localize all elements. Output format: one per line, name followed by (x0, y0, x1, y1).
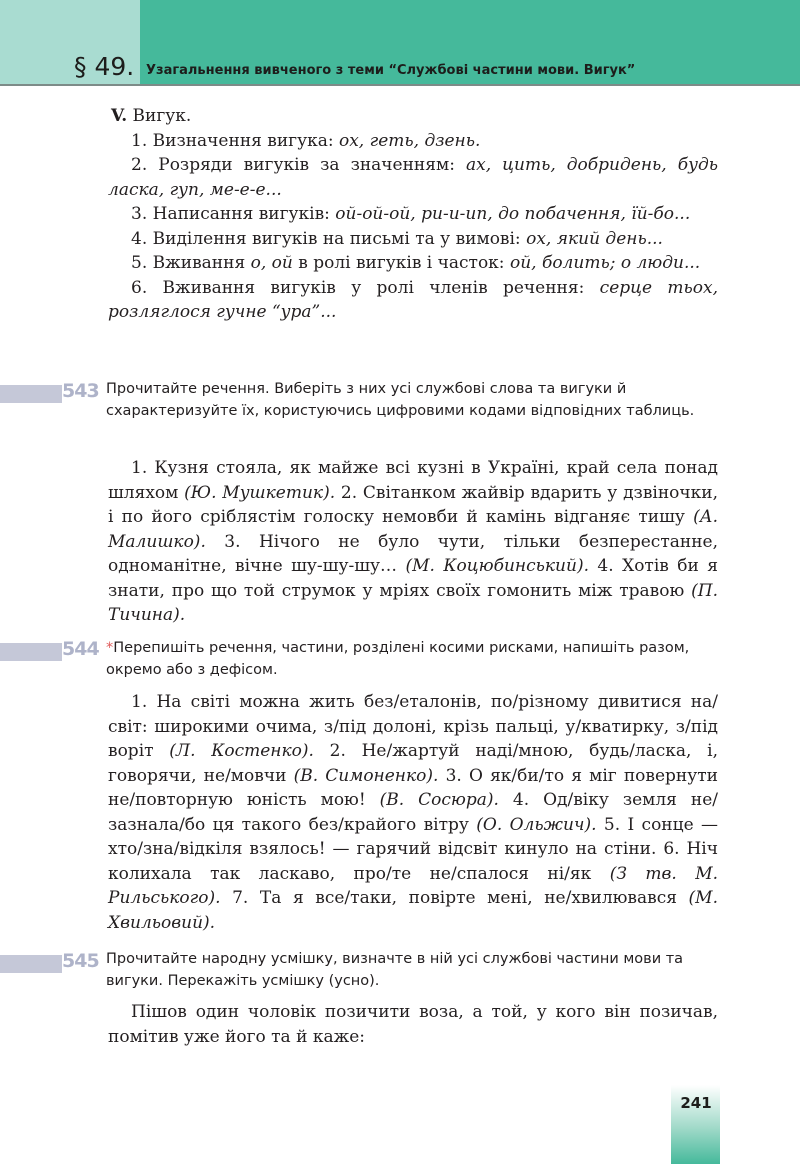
vyguk-item: 5. Вживання о, ой в ролі вигуків і часток: ой, болить; о люди... (131, 253, 701, 273)
vyguk-item: 6. Вживання вигуків у ролі членів речення: серце тьох, розляглося гучне “ура”... (108, 277, 718, 322)
vyguk-item: 2. Розряди вигуків за значенням: ах, цить, добридень, будь ласка, гуп, ме-е-е... (108, 155, 718, 200)
section-number: § 49. (74, 52, 135, 81)
exercise-545-text: Пішов один чоловік позичити воза, а той, у кого він позичав, помітив уже його та й каже: (108, 1002, 718, 1047)
vyguk-section (108, 104, 718, 325)
exercise-544-body (108, 690, 718, 935)
exercise-543-task: Прочитайте речення. Виберіть з них усі службові слова та вигуки й схарактеризуйте їх, користуючись цифровими кодами відповідних таблиць. (106, 381, 695, 419)
section-title: Узагальнення вивченого з теми “Службові частини мови. Вигук” (146, 63, 636, 78)
exercise-544-task: *Перепишіть речення, частини, розділені косими рисками, напишіть разом, окремо або з дефісом. (106, 640, 690, 678)
exercise-543-number: 543 (62, 380, 99, 402)
vyguk-heading: Вигук. (127, 106, 192, 126)
vyguk-item: 4. Виділення вигуків на письмі та у вимові: ох, який день... (131, 228, 663, 249)
exercise-545-bar (0, 955, 62, 973)
exercise-544-star: * (106, 640, 114, 656)
vyguk-item: 1. Визначення вигука: ох, геть, дзень. (131, 130, 481, 151)
exercise-544-text: 1. На світі можна жить без/еталонів, по/різному дивитися на/світ: широкими очима, з/під долоні, крізь пальці, у/кватирку, з/під воріт (Л. Костенко). 2. Не/жартуй наді/мною, будь/ласка, і, говорячи, не/мовчи (В. Симоненко). 3. О як/би/то я міг повернути не/повторную юність мою! (В. Сосюра). 4. Од/віку земля не/зазнала/бо ця такого без/крайого вітру (О. Ольжич). 5. І сонце — хто/зна/відкіля взялось! — гарячий відсвіт кинуло на стіни. 6. Ніч колихала так ласкаво, про/те не/спалося ні/як (З тв. М. Рильського). 7. Та я все/таки, повірте мені, не/хвилювався (М. Хвильовий). (108, 692, 719, 933)
exercise-543-text: 1. Кузня стояла, як майже всі кузні в Україні, край села понад шляхом (Ю. Мушкетик). 2. Світанком жайвір вдарить у дзвіночки, і по його сріблястім голоску немовби й камінь відганяє тишу (А. Малишко). 3. Нічого не було чути, тільки безперестанне, одноманітне, вічне шу-шу-шу… (М. Коцюбинський). 4. Хотів би я знати, про що той струмок у мріях своїх гомонить між травою (П. Тичина). (108, 458, 719, 625)
exercise-545-task: Прочитайте народну усмішку, визначте в ній усі службові частини мови та вигуки. Перекажіть усмішку (усно). (106, 951, 684, 989)
vyguk-item: 3. Написання вигуків: ой-ой-ой, ри-и-ип, до побачення, їй-бо... (131, 204, 691, 224)
vyguk-heading-num: V. (111, 106, 128, 126)
page-number: 241 (680, 1094, 712, 1112)
exercise-545-body (108, 1000, 718, 1049)
exercise-545-number: 545 (62, 950, 99, 972)
exercise-544-bar (0, 643, 62, 661)
header-divider (0, 84, 800, 86)
exercise-543-body (108, 456, 718, 628)
exercise-544-number: 544 (62, 638, 99, 660)
exercise-543-bar (0, 385, 62, 403)
